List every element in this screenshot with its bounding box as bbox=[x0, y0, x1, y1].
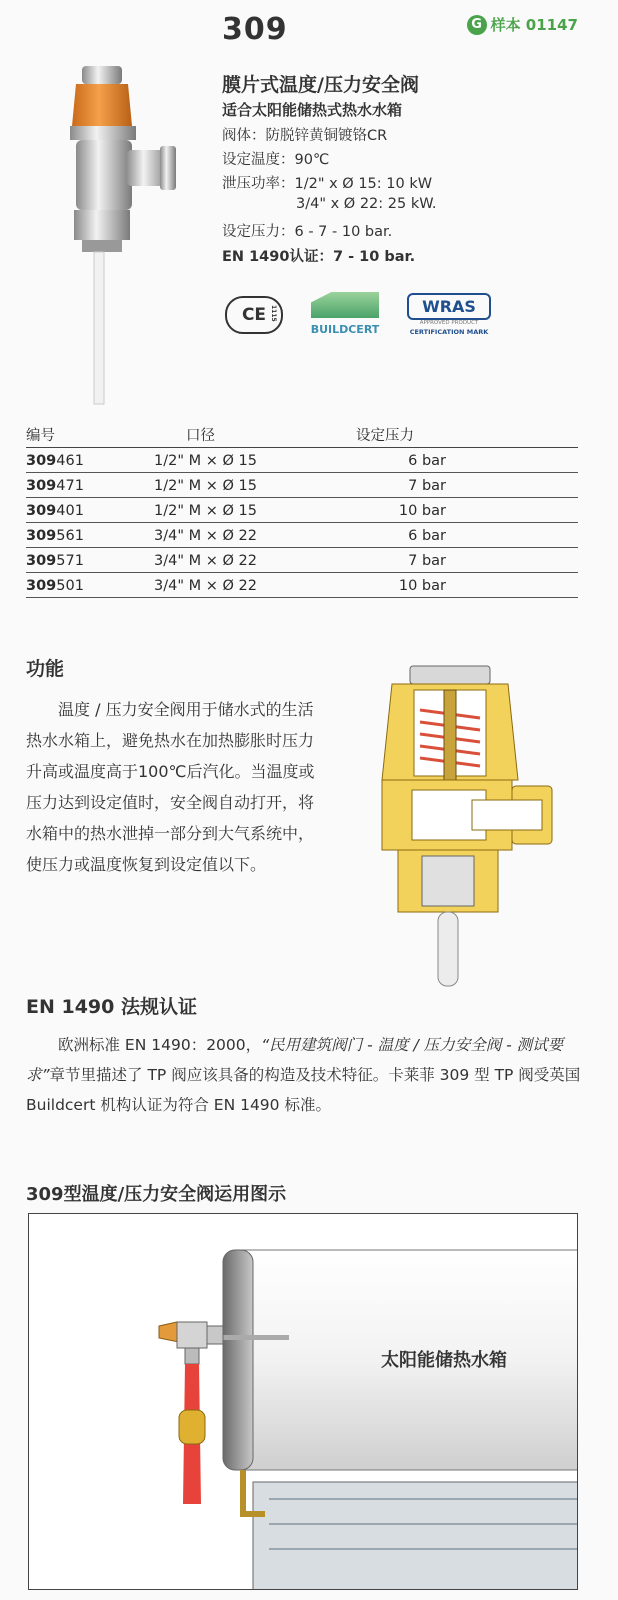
ce-mark-icon: CE 1115 bbox=[225, 296, 283, 334]
certification-logos bbox=[225, 292, 491, 337]
size-cell: 3/4" M × Ø 22 bbox=[136, 523, 356, 548]
pressure-cell: 7 bar bbox=[356, 473, 446, 498]
spec-discharge-1: 泄压功率：1/2" x Ø 15: 10 kW bbox=[222, 176, 433, 192]
pressure-cell: 6 bar bbox=[356, 448, 446, 473]
col-size: 口径 bbox=[136, 424, 356, 448]
code-cell: 309401 bbox=[26, 498, 136, 523]
table-row bbox=[26, 448, 578, 473]
brand-logo-icon: G bbox=[467, 15, 487, 35]
spec-discharge-2: 3/4" x Ø 22: 25 kW. bbox=[296, 196, 437, 212]
spec-certification: EN 1490认证：7 - 10 bar. bbox=[222, 249, 416, 265]
pressure-cell: 7 bar bbox=[356, 548, 446, 573]
sample-label: 样本 01147 bbox=[490, 16, 578, 34]
model-number: 309 bbox=[222, 12, 288, 47]
table-row bbox=[26, 548, 578, 573]
en1490-heading: EN 1490 法规认证 bbox=[26, 996, 197, 1018]
size-cell: 1/2" M × Ø 15 bbox=[136, 448, 356, 473]
col-code: 编号 bbox=[26, 424, 136, 448]
col-pressure: 设定压力 bbox=[356, 424, 446, 448]
table-row bbox=[26, 523, 578, 548]
buildcert-logo: BUILDCERT bbox=[305, 292, 385, 337]
en1490-text: 欧洲标准 EN 1490：2000，“民用建筑阀门 - 温度 / 压力安全阀 - 测试要求”章节里描述了 TP 阀应该具备的构造及技术特征。卡莱菲 309 型 TP 阀受英国 Buildcert 机构认证为符合 EN 1490 标准。 bbox=[26, 1036, 581, 1114]
code-cell: 309501 bbox=[26, 573, 136, 598]
size-cell: 3/4" M × Ø 22 bbox=[136, 548, 356, 573]
sample-badge bbox=[467, 14, 578, 35]
size-cell: 1/2" M × Ø 15 bbox=[136, 498, 356, 523]
table-row bbox=[26, 473, 578, 498]
product-title: 膜片式温度/压力安全阀 bbox=[222, 74, 419, 96]
installation-diagram bbox=[28, 1213, 578, 1590]
table-row bbox=[26, 573, 578, 598]
wras-logo: WRAS APPROVED PRODUCT CERTIFICATION MARK bbox=[407, 293, 491, 336]
code-cell: 309471 bbox=[26, 473, 136, 498]
code-cell: 309461 bbox=[26, 448, 136, 473]
code-cell: 309561 bbox=[26, 523, 136, 548]
pressure-cell: 6 bar bbox=[356, 523, 446, 548]
function-heading: 功能 bbox=[26, 658, 65, 680]
diagram-heading: 309型温度/压力安全阀运用图示 bbox=[26, 1184, 287, 1205]
code-cell: 309571 bbox=[26, 548, 136, 573]
function-text: 温度 / 压力安全阀用于储水式的生活热水水箱上，避免热水在加热膨胀时压力升高或温度高于100℃后汽化。当温度或压力达到设定值时，安全阀自动打开，将水箱中的热水泄掉一部分到大气系统中，使压力或温度恢复到设定值以下。 bbox=[26, 700, 315, 874]
spec-pressure: 设定压力：6 - 7 - 10 bar. bbox=[222, 224, 393, 240]
size-cell: 1/2" M × Ø 15 bbox=[136, 473, 356, 498]
valve-cutaway-drawing bbox=[352, 660, 562, 990]
tank-label: 太阳能储热水箱 bbox=[381, 1350, 507, 1371]
spec-temperature: 设定温度：90℃ bbox=[222, 152, 330, 168]
spec-body: 阀体：防脱锌黄铜镀铬CR bbox=[222, 128, 388, 144]
pressure-cell: 10 bar bbox=[356, 498, 446, 523]
product-code-table bbox=[26, 424, 578, 598]
product-subtitle: 适合太阳能储热式热水水箱 bbox=[222, 101, 403, 119]
size-cell: 3/4" M × Ø 22 bbox=[136, 573, 356, 598]
pressure-cell: 10 bar bbox=[356, 573, 446, 598]
valve-photo bbox=[60, 62, 200, 412]
table-row bbox=[26, 498, 578, 523]
